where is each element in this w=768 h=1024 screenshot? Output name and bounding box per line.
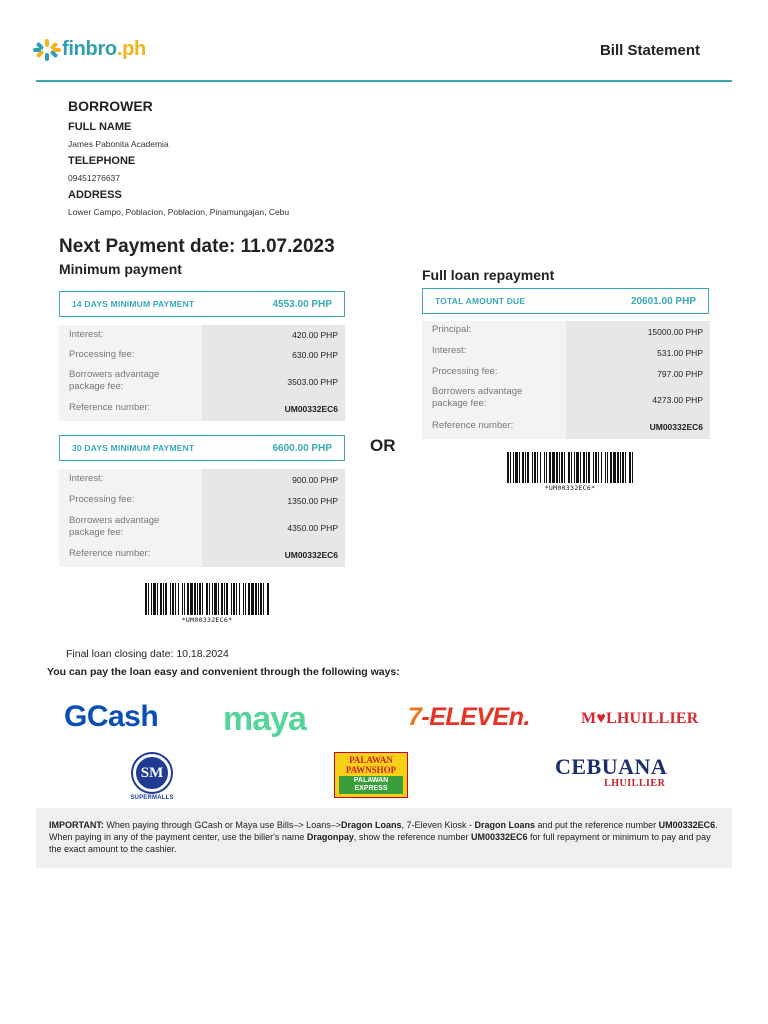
full-repayment-title: Full loan repayment — [422, 267, 555, 283]
min-payment-14-days-box — [59, 291, 345, 317]
sm-supermalls-logo — [126, 752, 178, 801]
barcode-icon — [507, 452, 633, 483]
logo-text: finbro.ph — [62, 38, 146, 60]
table-row: Interest: 420.00 PHP — [69, 329, 338, 340]
telephone-label: TELEPHONE — [68, 155, 136, 167]
barcode-full-repayment — [507, 452, 633, 492]
min-payment-30-days-box — [59, 435, 345, 461]
total-amount-due-box — [422, 288, 709, 314]
full-name-label: FULL NAME — [68, 121, 132, 133]
sm-text: SUPERMALLS — [130, 795, 174, 801]
cebuana-sub-text: LHUILLIER — [604, 778, 666, 789]
maya-logo: maya — [223, 700, 306, 738]
borrower-title: BORROWER — [68, 98, 153, 114]
barcode-minimum — [145, 583, 269, 624]
plan-label: 30 DAYS MINIMUM PAYMENT — [72, 443, 195, 453]
table-row: Reference number: UM00332EC6 — [432, 420, 703, 432]
table-row: Processing fee: 630.00 PHP — [69, 349, 338, 360]
cebuana-lhuillier-logo — [555, 754, 667, 789]
cebuana-main-text: CEBUANA — [555, 754, 668, 779]
gcash-logo: GCash — [64, 700, 159, 733]
page-header — [36, 36, 732, 82]
total-due-label: TOTAL AMOUNT DUE — [435, 296, 526, 306]
barcode-text: *UM00332EC6* — [544, 484, 596, 492]
finbro-logo — [36, 38, 146, 61]
table-row: Borrowers advantage package fee: 3503.00 PHP — [69, 369, 338, 392]
borrower-section — [68, 98, 468, 223]
table-row: Interest: 900.00 PHP — [69, 473, 338, 485]
table-row: Principal: 15000.00 PHP — [432, 324, 703, 337]
table-row: Borrowers advantage package fee: 4350.00 PHP — [69, 515, 338, 538]
table-row: Processing fee: 1350.00 PHP — [69, 494, 338, 506]
full-name-value: James Pabonita Academia — [68, 139, 169, 149]
next-payment-date: Next Payment date: 11.07.2023 — [59, 236, 335, 257]
address-value: Lower Campo, Poblacion, Poblacion, Pinamungajan, Cebu — [68, 207, 290, 217]
fee-table-full — [422, 321, 710, 439]
fee-table-30-days — [59, 469, 345, 567]
table-row: Reference number: UM00332EC6 — [69, 402, 338, 414]
table-row: Borrowers advantage package fee: 4273.00 PHP — [432, 386, 703, 409]
table-row: Reference number: UM00332EC6 — [69, 548, 338, 560]
barcode-icon — [145, 583, 269, 615]
final-loan-closing-date: Final loan closing date: 10.18.2024 — [66, 648, 229, 660]
plan-label: 14 DAYS MINIMUM PAYMENT — [72, 299, 195, 309]
address-label: ADDRESS — [68, 189, 122, 201]
table-row: Interest: 531.00 PHP — [432, 345, 703, 358]
total-due-amount: 20601.00 PHP — [630, 295, 696, 307]
palawan-pawnshop-logo — [334, 752, 408, 798]
seven-eleven-logo: 7-ELEVEn. — [408, 703, 530, 731]
mlhuillier-logo: M♥LHUILLIER — [581, 710, 699, 727]
palawan-top-text: PALAWAN PAWNSHOP — [335, 753, 407, 775]
sunburst-icon — [36, 39, 58, 61]
table-row: Processing fee: 797.00 PHP — [432, 366, 703, 379]
telephone-value: 09451276637 — [68, 173, 121, 183]
palawan-express-text: PALAWAN EXPRESS — [339, 776, 403, 794]
fee-table-14-days — [59, 325, 345, 421]
barcode-text: *UM00332EC6* — [181, 616, 233, 624]
document-title: Bill Statement — [599, 42, 700, 59]
plan-amount: 4553.00 PHP — [272, 298, 332, 310]
sm-emblem: SM — [133, 754, 171, 792]
minimum-payment-title: Minimum payment — [59, 261, 182, 277]
or-separator: OR — [370, 436, 396, 455]
important-notice: IMPORTANT: When paying through GCash or Maya use Bills–> Loans–>Dragon Loans, 7-Eleven Kiosk - Dragon Loans and put the reference number UM00332EC6. When paying in any of the payment center, use the biller's name Dragonpay, show the reference number UM00332EC6 for full repayment or minimum to pay and pay the exact amount to the cashier. — [36, 808, 732, 868]
plan-amount: 6600.00 PHP — [272, 442, 332, 454]
payment-ways-heading: You can pay the loan easy and convenient through the following ways: — [47, 666, 400, 678]
